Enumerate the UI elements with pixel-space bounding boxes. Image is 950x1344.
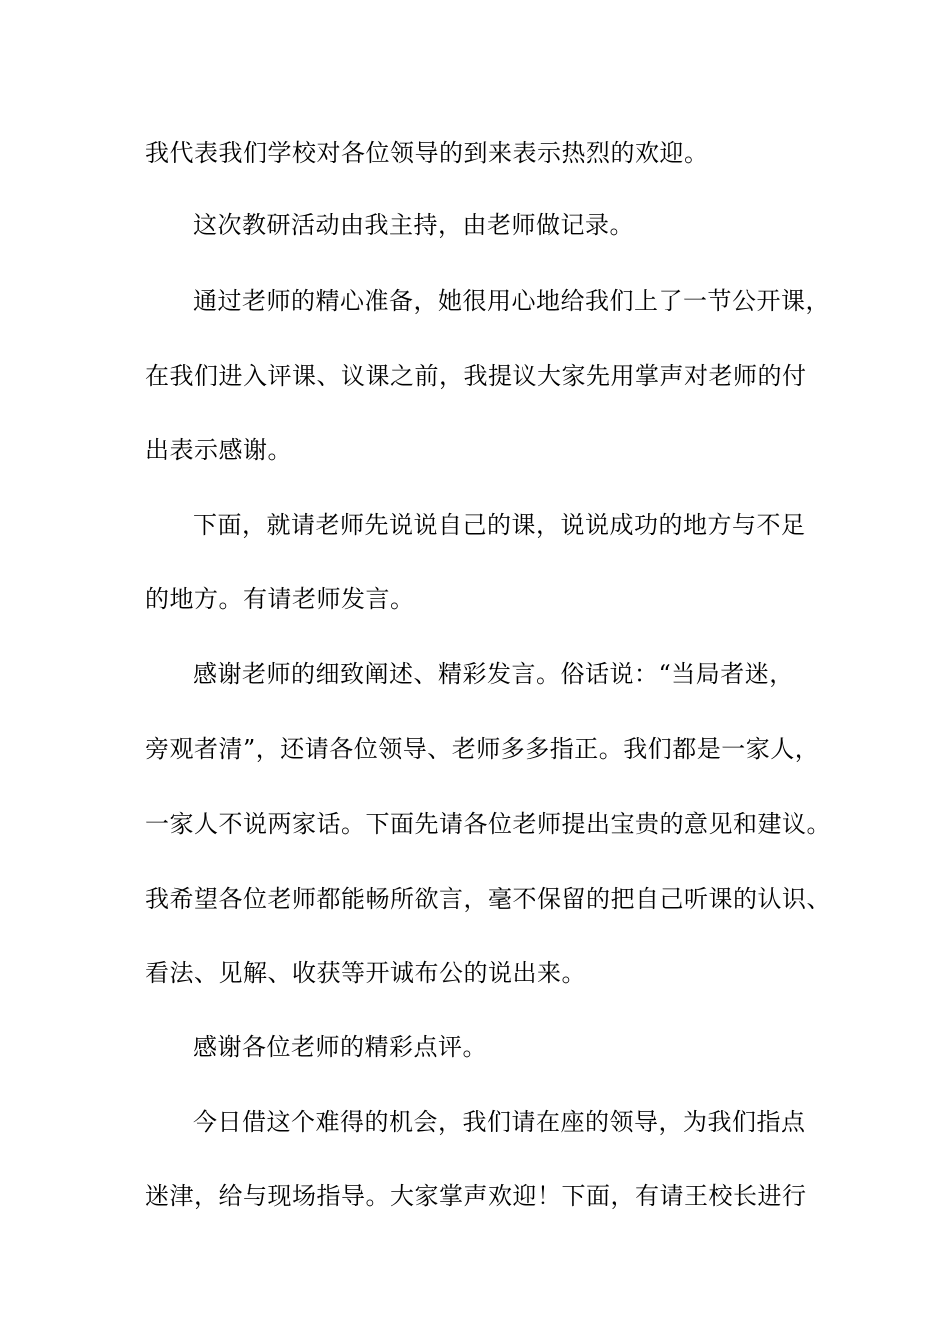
text-line: 迷津，给与现场指导。大家掌声欢迎！下面，有请王校长进行 — [145, 1182, 807, 1210]
paragraph-line: 下面，就请老师先说说自己的课，说说成功的地方与不足 — [193, 511, 806, 539]
text-line: 在我们进入评课、议课之前，我提议大家先用掌声对老师的付 — [145, 362, 807, 390]
paragraph-line: 感谢老师的细致阐述、精彩发言。俗话说：“当局者迷， — [193, 660, 794, 688]
text-line: 我希望各位老师都能畅所欲言，毫不保留的把自己听课的认识、 — [145, 885, 831, 913]
text-line: 一家人不说两家话。下面先请各位老师提出宝贵的意见和建议。 — [145, 810, 831, 838]
text-line: 的地方。有请老师发言。 — [145, 585, 415, 613]
paragraph-line: 感谢各位老师的精彩点评。 — [193, 1033, 487, 1061]
text-line: 旁观者清”，还请各位领导、老师多多指正。我们都是一家人， — [145, 735, 820, 763]
paragraph-line: 通过老师的精心准备，她很用心地给我们上了一节公开课， — [193, 287, 830, 315]
paragraph-line: 今日借这个难得的机会，我们请在座的领导，为我们指点 — [193, 1108, 806, 1136]
text-line: 看法、见解、收获等开诚布公的说出来。 — [145, 959, 586, 987]
text-line: 我代表我们学校对各位领导的到来表示热烈的欢迎。 — [145, 139, 709, 167]
paragraph-line: 这次教研活动由我主持，由老师做记录。 — [193, 211, 634, 239]
text-line: 出表示感谢。 — [145, 436, 292, 464]
